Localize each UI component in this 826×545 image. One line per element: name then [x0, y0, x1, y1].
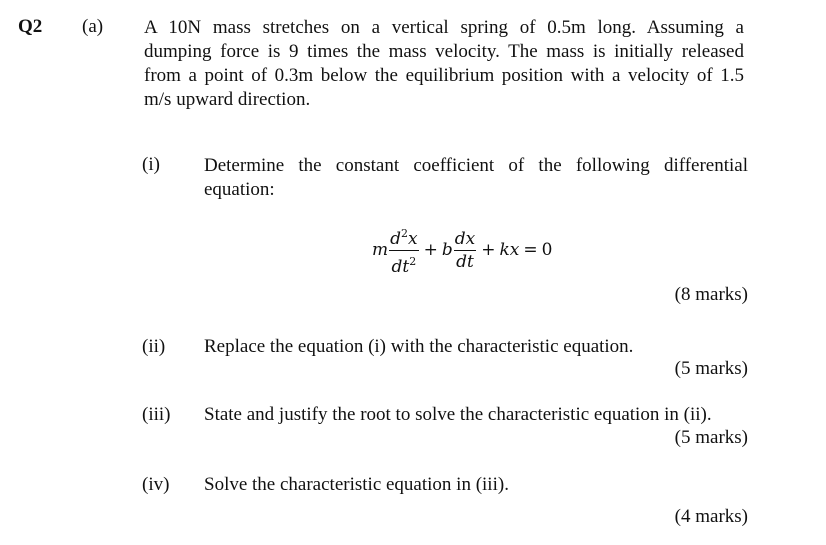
marks-iv: (4 marks)	[674, 506, 748, 527]
question-intro	[144, 16, 744, 112]
subquestion-text-i	[204, 154, 748, 202]
subquestion-text-iv: Solve the characteristic equation in (iii).	[204, 474, 509, 495]
subquestion-text-iii: State and justify the root to solve the characteristic equation in (ii).	[204, 404, 712, 425]
intro-line: m/s upward direction.	[144, 89, 311, 110]
question-number: Q2	[18, 16, 43, 37]
eq-fraction-first-derivative	[454, 229, 476, 272]
eq-frac2-numerator: dx	[454, 228, 476, 249]
eq-equals: =	[523, 240, 538, 260]
marks-iii: (5 marks)	[674, 427, 748, 448]
subquestion-line: Determine the constant coefficient of the following differential	[204, 155, 748, 176]
eq-plus: +	[481, 240, 496, 260]
eq-plus: +	[423, 240, 438, 260]
subquestion-text-ii: Replace the equation (i) with the characteristic equation.	[204, 336, 634, 357]
eq-mass: m	[372, 240, 389, 260]
eq-frac2-denominator: dt	[456, 251, 474, 272]
eq-frac1-numerator: $d^2x$	[389, 224, 418, 251]
differential-equation	[372, 222, 552, 278]
subquestion-label-iii: (iii)	[142, 404, 171, 425]
eq-damping: b	[441, 240, 453, 260]
subquestion-label-i: (i)	[142, 154, 160, 175]
subquestion-line: equation:	[204, 179, 275, 200]
subquestion-label-ii: (ii)	[142, 336, 166, 357]
marks-i: (8 marks)	[674, 284, 748, 305]
intro-line: A 10N mass stretches on a vertical spring of 0.5m long. Assuming a	[144, 17, 744, 38]
intro-line: from a point of 0.3m below the equilibrium position with a velocity of 1.5	[144, 65, 744, 86]
eq-fraction-second-derivative	[389, 224, 418, 277]
eq-rhs: 0	[541, 240, 553, 260]
eq-spring-term: kx	[499, 240, 520, 260]
part-label: (a)	[82, 16, 104, 37]
subquestion-label-iv: (iv)	[142, 474, 170, 495]
marks-ii: (5 marks)	[674, 358, 748, 379]
intro-line: dumping force is 9 times the mass velocity. The mass is initially released	[144, 41, 744, 62]
eq-frac1-denominator: $dt^2$	[391, 254, 417, 277]
